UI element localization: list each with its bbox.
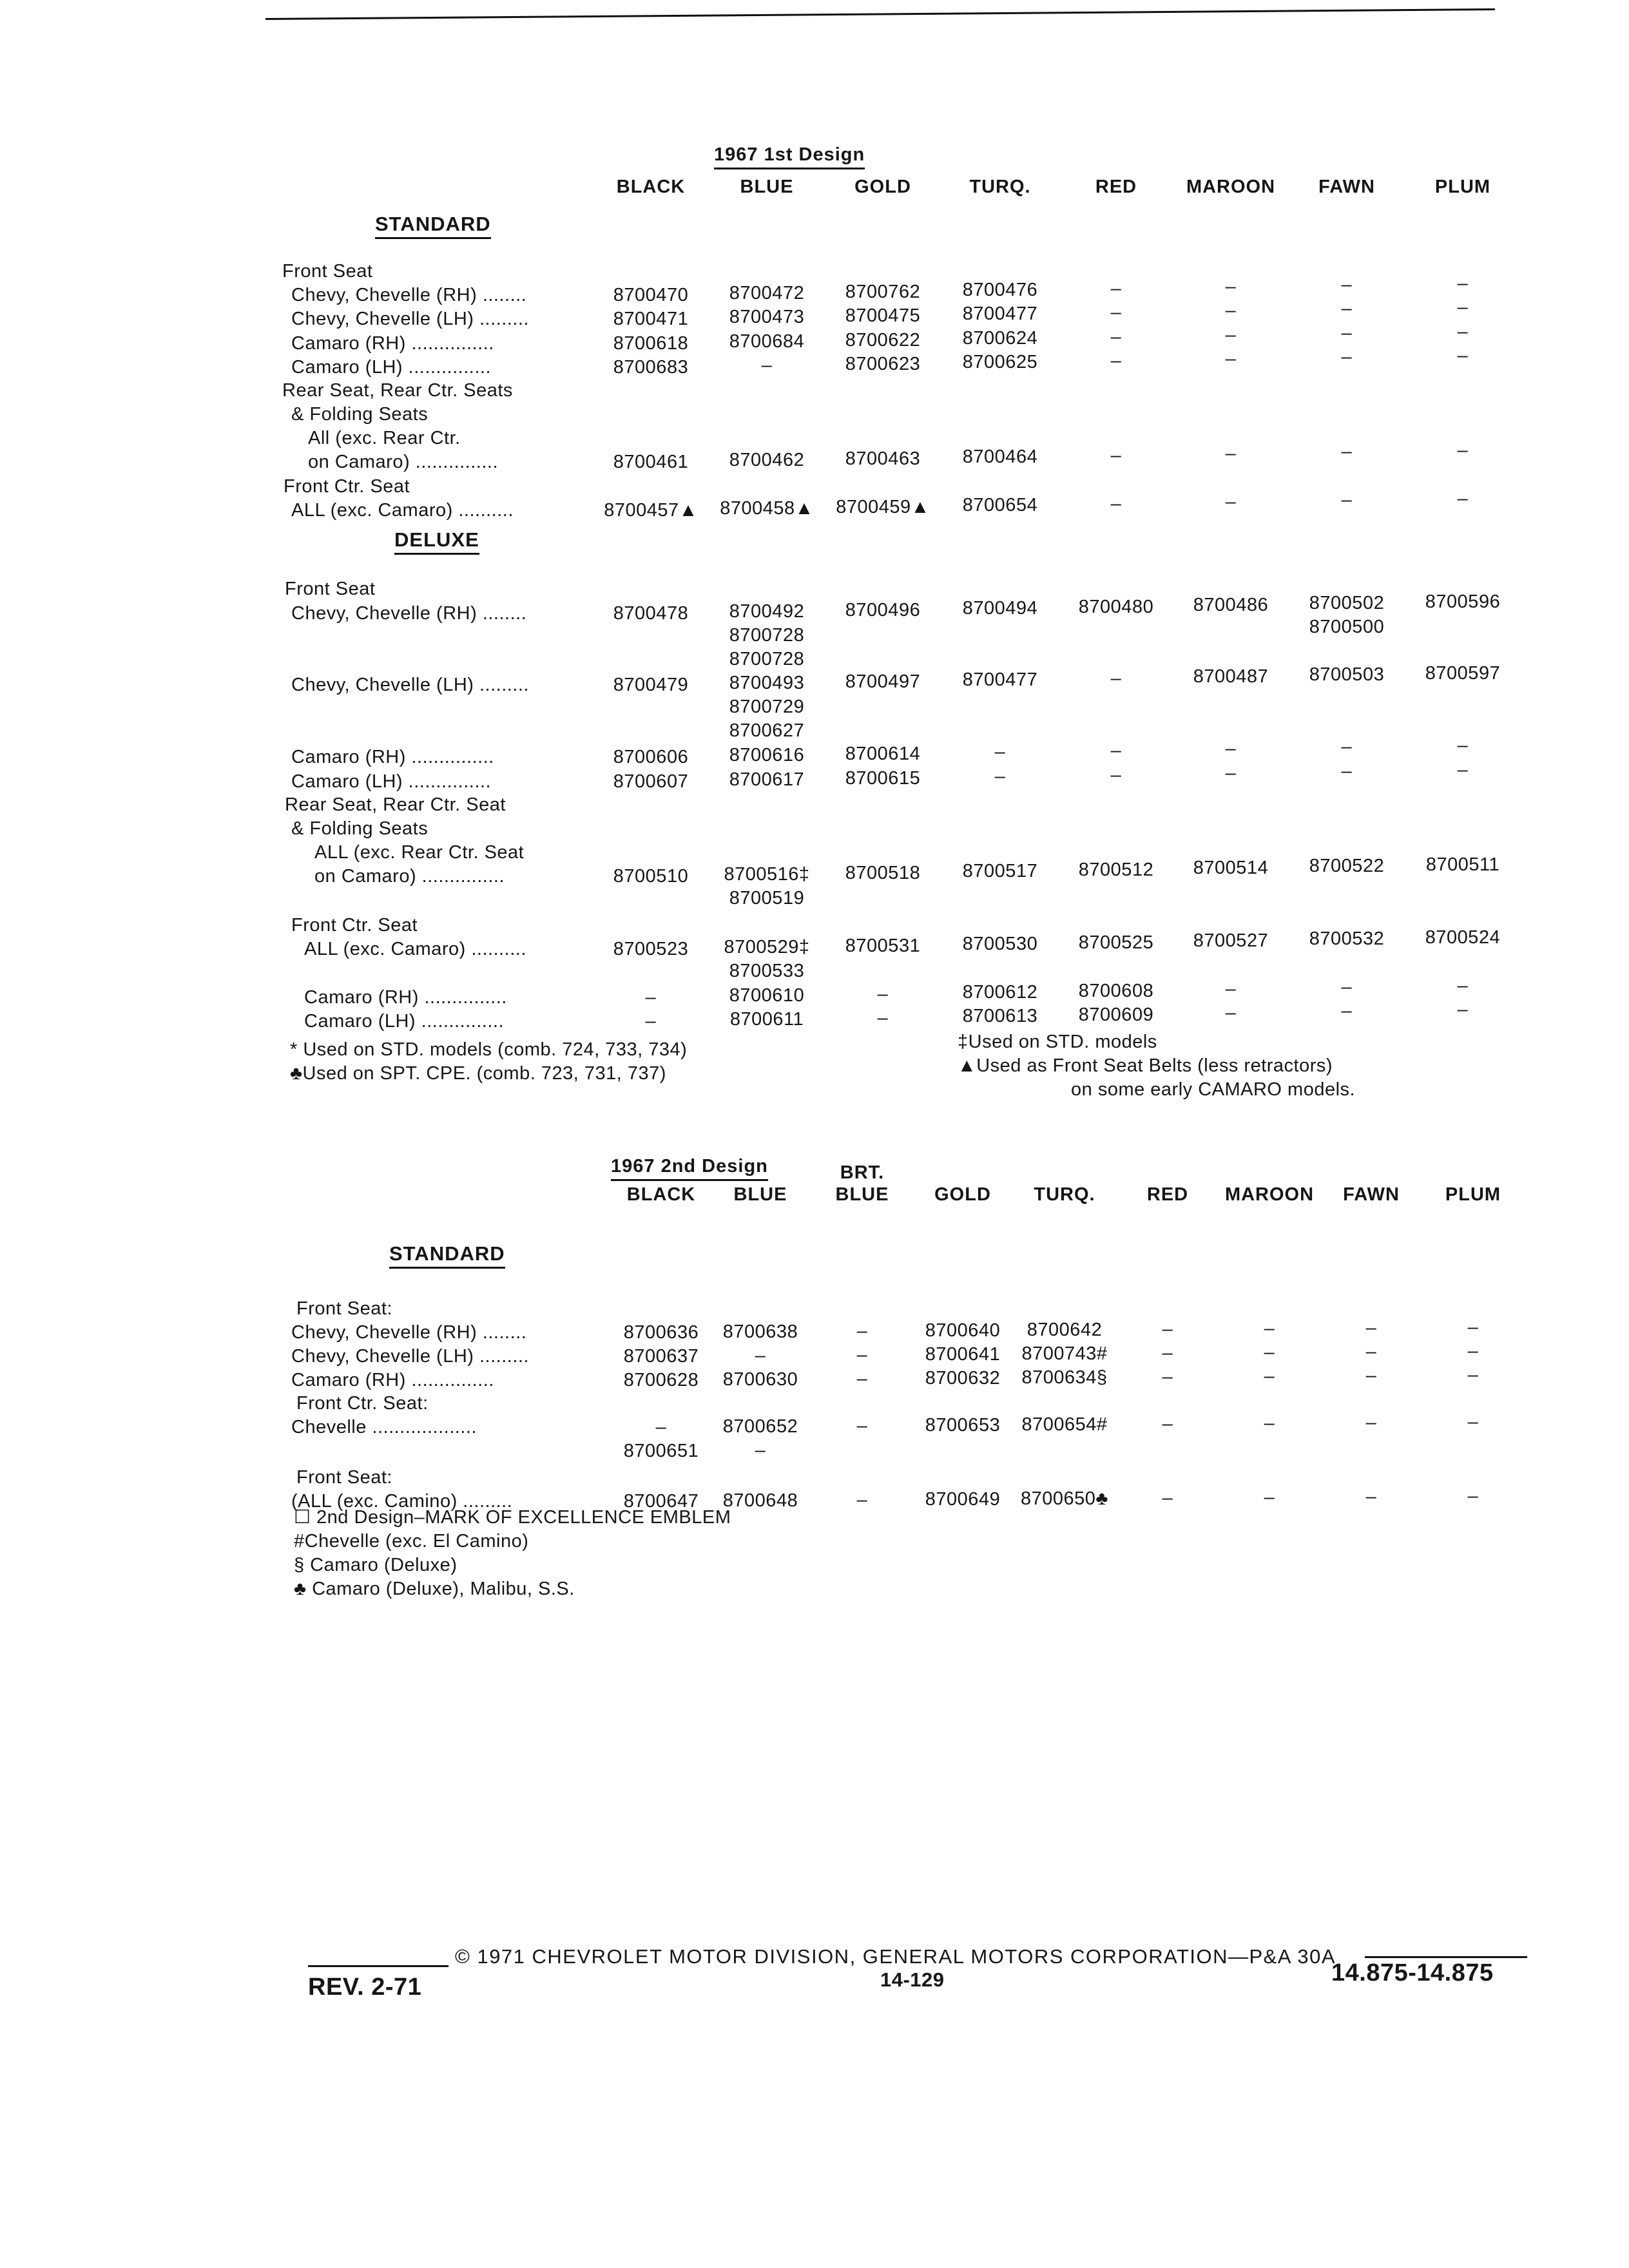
table-cell: – bbox=[1110, 302, 1122, 323]
table-cell: 8700523 bbox=[613, 939, 689, 959]
column-header: BLUE bbox=[740, 177, 794, 197]
note-triangle: ▲Used as Front Seat Belts (less retractors) bbox=[958, 1055, 1333, 1076]
table-cell: 8700728 bbox=[729, 625, 805, 646]
table-cell: – bbox=[1341, 323, 1353, 343]
table-cell: 8700477 bbox=[962, 669, 1038, 690]
table-cell: – bbox=[1225, 738, 1237, 759]
table-cell: – bbox=[1467, 1341, 1479, 1361]
table-cell: – bbox=[1162, 1367, 1173, 1387]
table-cell: 8700493 bbox=[729, 673, 805, 693]
column-header: PLUM bbox=[1434, 177, 1491, 197]
table-cell: 8700632 bbox=[925, 1368, 1001, 1389]
row-label: Camaro (LH) ............... bbox=[291, 357, 491, 378]
table-cell: 8700654# bbox=[1021, 1414, 1108, 1435]
table-cell: – bbox=[1341, 736, 1353, 757]
row-label: ALL (exc. Camaro) .......... bbox=[304, 939, 526, 959]
table-cell: – bbox=[1457, 760, 1469, 780]
table-cell: – bbox=[1162, 1319, 1173, 1340]
table-cell: 8700510 bbox=[613, 866, 689, 887]
column-header: MAROON bbox=[1224, 1184, 1315, 1205]
table-cell: 8700529‡ bbox=[724, 937, 810, 957]
table-cell: 8700477 bbox=[962, 303, 1038, 324]
table-cell: – bbox=[755, 1345, 766, 1366]
table-cell: 8700464 bbox=[962, 447, 1038, 467]
table-cell: – bbox=[994, 766, 1006, 787]
table-cell: – bbox=[1365, 1318, 1377, 1338]
table-cell: 8700638 bbox=[722, 1321, 798, 1342]
table-cell: 8700533 bbox=[729, 961, 805, 981]
table-cell: 8700611 bbox=[729, 1009, 804, 1030]
footer-page-number: 14-129 bbox=[880, 1968, 945, 1991]
table-cell: 8700532 bbox=[1309, 928, 1385, 949]
table-cell: 8700597 bbox=[1425, 663, 1501, 684]
table-cell: 8700615 bbox=[845, 768, 921, 789]
table-cell: 8700630 bbox=[722, 1369, 798, 1390]
note-emblem: ☐ 2nd Design–MARK OF EXCELLENCE EMBLEM bbox=[294, 1507, 731, 1528]
table-cell: 8700496 bbox=[845, 600, 921, 620]
row-label: ALL (exc. Rear Ctr. Seat bbox=[314, 842, 525, 863]
table-cell: – bbox=[1341, 347, 1353, 367]
table-cell: 8700475 bbox=[845, 305, 921, 326]
table-cell: 8700647 bbox=[623, 1491, 699, 1512]
table-cell: 8700517 bbox=[962, 861, 1038, 881]
table-cell: 8700470 bbox=[613, 285, 689, 305]
table-cell: 8700616 bbox=[729, 745, 805, 765]
table-cell: – bbox=[1365, 1341, 1377, 1362]
row-label: Front Seat bbox=[282, 261, 373, 282]
table-cell: 8700606 bbox=[613, 747, 689, 767]
column-header: BLACK bbox=[616, 177, 686, 197]
table-cell: 8700462 bbox=[729, 450, 805, 470]
table-cell: 8700728 bbox=[729, 649, 805, 669]
note-camaro-deluxe: § Camaro (Deluxe) bbox=[294, 1555, 458, 1575]
row-label: ALL (exc. Camaro) .......... bbox=[291, 500, 514, 521]
table-cell: – bbox=[1341, 274, 1353, 295]
row-label: Rear Seat, Rear Ctr. Seats bbox=[282, 380, 513, 401]
table-cell: – bbox=[856, 1321, 868, 1341]
table-cell: – bbox=[1467, 1317, 1479, 1338]
table-cell: – bbox=[1467, 1486, 1479, 1506]
standard-heading-1: STANDARD bbox=[375, 213, 491, 239]
table-cell: 8700480 bbox=[1078, 597, 1154, 617]
column-header: RED bbox=[1095, 177, 1137, 197]
table-cell: 8700514 bbox=[1193, 858, 1269, 878]
row-label: Front Seat bbox=[285, 579, 376, 599]
table-cell: 8700762 bbox=[845, 282, 921, 302]
note-chevelle: #Chevelle (exc. El Camino) bbox=[294, 1531, 529, 1552]
table-cell: 8700684 bbox=[729, 331, 805, 352]
table-cell: – bbox=[1162, 1414, 1173, 1434]
table-cell: 8700729 bbox=[729, 697, 805, 717]
table-cell: 8700511 bbox=[1425, 854, 1500, 875]
table-cell: – bbox=[1457, 322, 1469, 342]
column-header: FAWN bbox=[1318, 177, 1375, 197]
table-cell: 8700650♣ bbox=[1021, 1488, 1108, 1509]
table-cell: 8700530 bbox=[962, 934, 1038, 954]
table-cell: – bbox=[1225, 325, 1237, 345]
table-cell: 8700458▲ bbox=[720, 498, 814, 519]
row-label: Chevy, Chevelle (RH) ........ bbox=[291, 285, 527, 305]
table-cell: – bbox=[1225, 349, 1237, 369]
table-cell: – bbox=[1225, 763, 1237, 783]
table-cell: – bbox=[1457, 440, 1469, 461]
table-cell: 8700476 bbox=[962, 280, 1038, 300]
row-label: Front Ctr. Seat bbox=[284, 476, 410, 497]
note-double-dagger: ‡Used on STD. models bbox=[958, 1032, 1157, 1052]
table-cell: – bbox=[1225, 1003, 1237, 1023]
table-cell: – bbox=[1341, 977, 1353, 997]
table-cell: 8700613 bbox=[962, 1006, 1038, 1026]
table-cell: 8700497 bbox=[845, 671, 921, 692]
table-cell: – bbox=[1264, 1366, 1275, 1387]
table-cell: – bbox=[645, 1011, 657, 1032]
table-cell: – bbox=[1365, 1365, 1377, 1386]
table-cell: – bbox=[1467, 1412, 1479, 1432]
table-cell: – bbox=[1264, 1342, 1275, 1363]
table-cell: – bbox=[1457, 488, 1469, 509]
row-label: Camaro (RH) ............... bbox=[291, 747, 494, 767]
row-label: Camaro (RH) ............... bbox=[304, 987, 507, 1008]
table-cell: – bbox=[1225, 443, 1237, 464]
column-header: BLACK bbox=[626, 1184, 696, 1205]
table-cell: 8700640 bbox=[925, 1320, 1001, 1341]
table-cell: – bbox=[1110, 278, 1122, 299]
table-cell: 8700516‡ bbox=[724, 864, 810, 885]
note-std-models: * Used on STD. models (comb. 724, 733, 734) bbox=[290, 1039, 688, 1060]
table-cell: – bbox=[1457, 975, 1469, 996]
table-cell: 8700463 bbox=[845, 448, 921, 469]
table-cell: 8700624 bbox=[962, 328, 1038, 349]
table-cell: – bbox=[1457, 735, 1469, 756]
design2-title: 1967 2nd Design bbox=[611, 1155, 768, 1181]
row-label: Chevy, Chevelle (LH) ......... bbox=[291, 1346, 530, 1367]
table-cell: 8700492 bbox=[729, 601, 805, 622]
table-cell: 8700628 bbox=[623, 1370, 699, 1390]
table-cell: 8700486 bbox=[1193, 595, 1269, 615]
row-label: Camaro (RH) ............... bbox=[291, 333, 494, 354]
table-cell: – bbox=[1110, 327, 1122, 347]
table-cell: – bbox=[1341, 1001, 1353, 1021]
table-cell: – bbox=[1162, 1488, 1173, 1508]
table-cell: 8700487 bbox=[1193, 666, 1269, 687]
table-cell: – bbox=[1457, 273, 1469, 294]
row-label: All (exc. Rear Ctr. bbox=[308, 428, 461, 448]
table-cell: – bbox=[1225, 492, 1237, 512]
table-cell: 8700652 bbox=[722, 1416, 798, 1437]
table-cell: 8700683 bbox=[613, 357, 689, 378]
row-label: Chevelle ................... bbox=[291, 1417, 477, 1437]
table-cell: – bbox=[1341, 761, 1353, 782]
standard-heading-2: STANDARD bbox=[389, 1242, 505, 1269]
table-cell: 8700479 bbox=[613, 675, 689, 695]
row-label: & Folding Seats bbox=[291, 818, 429, 839]
row-label: Chevy, Chevelle (RH) ........ bbox=[291, 1322, 527, 1343]
table-cell: 8700525 bbox=[1078, 932, 1154, 953]
row-label: Front Seat: bbox=[296, 1298, 392, 1319]
row-label: Camaro (RH) ............... bbox=[291, 1370, 494, 1390]
table-cell: 8700459▲ bbox=[836, 497, 930, 517]
table-cell: – bbox=[1341, 441, 1353, 462]
table-cell: 8700649 bbox=[925, 1489, 1001, 1510]
column-header: TURQ. bbox=[969, 177, 1031, 197]
row-label: Chevy, Chevelle (RH) ........ bbox=[291, 603, 527, 624]
table-cell: – bbox=[1225, 979, 1237, 999]
table-cell: – bbox=[1264, 1487, 1275, 1508]
table-cell: 8700654 bbox=[962, 495, 1038, 515]
table-cell: 8700531 bbox=[845, 936, 921, 956]
column-header: BRT. bbox=[840, 1162, 885, 1183]
table-cell: 8700461 bbox=[613, 452, 689, 472]
top-rule bbox=[265, 8, 1495, 20]
table-cell: – bbox=[1162, 1343, 1173, 1363]
table-cell: 8700625 bbox=[962, 352, 1038, 372]
table-cell: – bbox=[877, 1008, 889, 1028]
table-cell: 8700623 bbox=[845, 354, 921, 374]
column-header: BLUE bbox=[835, 1184, 889, 1205]
table-cell: 8700502 bbox=[1309, 593, 1385, 613]
table-cell: – bbox=[1457, 345, 1469, 366]
table-cell: 8700478 bbox=[613, 603, 689, 624]
table-cell: – bbox=[856, 1416, 868, 1436]
row-label: Rear Seat, Rear Ctr. Seat bbox=[285, 794, 506, 815]
table-cell: 8700522 bbox=[1309, 856, 1385, 876]
table-cell: 8700636 bbox=[623, 1322, 699, 1343]
table-cell: – bbox=[1365, 1486, 1377, 1507]
table-cell: 8700596 bbox=[1425, 591, 1501, 612]
column-header: PLUM bbox=[1445, 1184, 1501, 1205]
table-cell: – bbox=[1264, 1413, 1275, 1434]
note-camaro-malibu: ♣ Camaro (Deluxe), Malibu, S.S. bbox=[294, 1579, 575, 1599]
table-cell: 8700472 bbox=[729, 283, 805, 303]
row-label: on Camaro) ............... bbox=[308, 452, 499, 472]
column-header: RED bbox=[1146, 1184, 1189, 1205]
column-header: MAROON bbox=[1186, 177, 1276, 197]
column-header: GOLD bbox=[854, 177, 911, 197]
table-cell: 8700503 bbox=[1309, 664, 1385, 685]
row-label: & Folding Seats bbox=[291, 404, 429, 425]
column-header: BLUE bbox=[733, 1184, 787, 1205]
table-cell: 8700524 bbox=[1425, 927, 1501, 948]
table-cell: 8700527 bbox=[1193, 930, 1269, 951]
table-cell: – bbox=[1110, 765, 1122, 785]
table-cell: 8700618 bbox=[613, 333, 689, 354]
deluxe-heading: DELUXE bbox=[394, 528, 479, 555]
table-cell: 8700627 bbox=[729, 720, 805, 741]
footer-rule-left bbox=[308, 1965, 448, 1967]
row-label: Camaro (LH) ............... bbox=[304, 1011, 504, 1032]
row-label: Front Ctr. Seat: bbox=[296, 1393, 429, 1414]
table-cell: – bbox=[755, 1440, 766, 1461]
row-label: (ALL (exc. Camino) ......... bbox=[291, 1491, 513, 1512]
table-cell: 8700622 bbox=[845, 330, 921, 351]
row-label: Chevy, Chevelle (LH) ......... bbox=[291, 675, 530, 695]
table-cell: 8700609 bbox=[1078, 1004, 1154, 1025]
row-label: Camaro (LH) ............... bbox=[291, 771, 491, 792]
table-cell: – bbox=[1225, 276, 1237, 297]
table-cell: – bbox=[1110, 494, 1122, 514]
footer-rule-right bbox=[1365, 1956, 1527, 1958]
table-cell: 8700473 bbox=[729, 307, 805, 327]
footer-rev: REV. 2-71 bbox=[308, 1974, 422, 2001]
row-label: on Camaro) ............... bbox=[314, 866, 505, 887]
table-cell: – bbox=[655, 1417, 667, 1437]
table-cell: 8700642 bbox=[1027, 1320, 1103, 1340]
table-cell: 8700743# bbox=[1021, 1343, 1108, 1364]
table-cell: – bbox=[856, 1490, 868, 1510]
table-cell: 8700610 bbox=[729, 985, 805, 1006]
table-cell: – bbox=[1225, 300, 1237, 321]
table-cell: 8700494 bbox=[962, 598, 1038, 619]
row-label: Front Ctr. Seat bbox=[291, 915, 418, 936]
column-header: FAWN bbox=[1343, 1184, 1400, 1205]
table-cell: – bbox=[761, 355, 773, 376]
row-label: Front Seat: bbox=[296, 1467, 392, 1488]
column-header: GOLD bbox=[934, 1184, 991, 1205]
footer-copyright: © 1971 CHEVROLET MOTOR DIVISION, GENERAL MOTORS CORPORATION—P&A 30A bbox=[455, 1945, 1336, 1968]
table-cell: – bbox=[1341, 490, 1353, 510]
table-cell: 8700617 bbox=[729, 769, 805, 790]
table-cell: – bbox=[1457, 297, 1469, 318]
table-cell: 8700457▲ bbox=[604, 500, 698, 521]
table-cell: 8700518 bbox=[845, 863, 921, 883]
table-cell: – bbox=[1110, 445, 1122, 466]
design1-title: 1967 1st Design bbox=[714, 143, 865, 169]
table-cell: – bbox=[1264, 1318, 1275, 1339]
table-cell: 8700653 bbox=[925, 1415, 1001, 1436]
note-spt-cpe: ♣Used on SPT. CPE. (comb. 723, 731, 737) bbox=[290, 1063, 666, 1084]
table-cell: – bbox=[856, 1345, 868, 1365]
table-cell: 8700500 bbox=[1309, 617, 1385, 637]
table-cell: – bbox=[1457, 999, 1469, 1020]
table-cell: – bbox=[645, 987, 657, 1008]
table-cell: – bbox=[1341, 298, 1353, 319]
table-cell: 8700648 bbox=[722, 1490, 798, 1511]
table-cell: 8700634§ bbox=[1021, 1367, 1108, 1388]
table-cell: 8700512 bbox=[1078, 860, 1154, 880]
table-cell: – bbox=[1110, 740, 1122, 761]
footer-reference: 14.875-14.875 bbox=[1331, 1959, 1494, 1986]
column-header: TURQ. bbox=[1034, 1184, 1095, 1205]
table-cell: – bbox=[877, 984, 889, 1004]
row-label: Chevy, Chevelle (LH) ......... bbox=[291, 309, 530, 329]
table-cell: 8700651 bbox=[623, 1441, 699, 1461]
table-cell: – bbox=[1365, 1412, 1377, 1433]
table-cell: 8700471 bbox=[613, 309, 689, 329]
table-cell: 8700519 bbox=[729, 888, 805, 908]
table-cell: – bbox=[1110, 351, 1122, 371]
table-cell: 8700641 bbox=[925, 1344, 1001, 1365]
table-cell: 8700612 bbox=[962, 982, 1038, 1003]
table-cell: 8700614 bbox=[845, 744, 921, 764]
table-cell: 8700637 bbox=[623, 1346, 699, 1367]
note-triangle-cont: on some early CAMARO models. bbox=[1071, 1079, 1356, 1100]
table-cell: 8700607 bbox=[613, 771, 689, 792]
table-cell: – bbox=[1110, 668, 1122, 689]
table-cell: – bbox=[856, 1369, 868, 1389]
table-cell: 8700608 bbox=[1078, 981, 1154, 1001]
table-cell: – bbox=[994, 742, 1006, 762]
table-cell: – bbox=[1467, 1365, 1479, 1385]
